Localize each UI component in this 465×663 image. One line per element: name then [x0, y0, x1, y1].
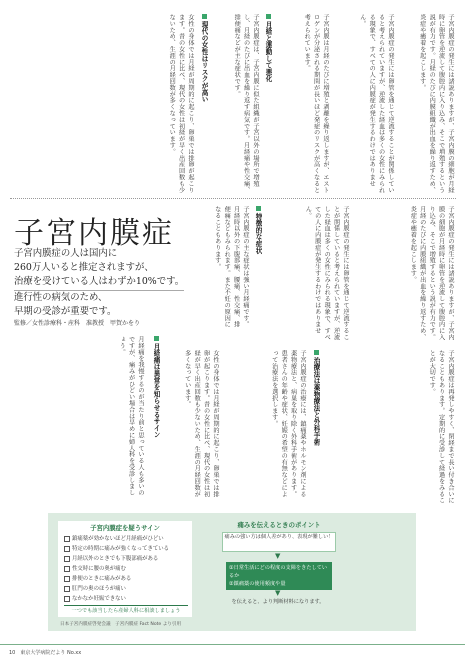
bullet-icon: [266, 14, 271, 19]
body-column-3: 子宮内膜は月経のたびに増殖と剥離を繰り返しますが、エストロゲンが分泌される期間が長いほど発症のリスクが高くなると考えられています。: [303, 14, 329, 194]
section-heading-worsen: 月経と運動して悪化: [262, 14, 272, 104]
body-column-2: 子宮内膜症の発生には卵管を通じて逆流することが関係していると考えられていますが、逆流した経血は多くの女性にみられる現象で、すべての人に内膜症が発生するわけではありません。: [358, 14, 394, 194]
body-column-12: 女性の身体では月経が周期的に起こり、卵巣では排卵が起こります。昔の女性に比べ、現代の女性は初経が早く出産回数も少ないため、生涯の月経回数が多くなっています。: [183, 350, 219, 498]
checklist-item: なかなか妊娠できない: [64, 594, 126, 602]
points-criteria: [226, 562, 332, 590]
arrow-down-icon: ▼: [275, 552, 281, 560]
checklist-item: 肛門の奥のほうが痛い: [64, 584, 126, 592]
section-heading-symptoms: 特徴的な症状: [252, 206, 262, 276]
body-column-4: 子宮内膜症は、子宮内膜に似た組織が子宮以外の場所で増殖し、月経のたびに出血を繰り返す病気です。月経痛や性交痛、排便痛などが主な症状です。: [233, 14, 259, 194]
body-column-11: 月経痛を我慢するのが当たり前と思っている人も多いのですが、痛みがひどい場合は早めに婦人科を受診しましょう。: [118, 336, 144, 496]
checkbox-icon: [64, 576, 70, 582]
checkbox-icon: [64, 586, 70, 592]
lead-line: 早期の受診が重要です。: [14, 305, 117, 317]
bullet-icon: [314, 350, 319, 355]
checklist-item: 月経以外のときでも下腹部痛がある: [64, 554, 158, 562]
section-heading-treatment: 治療法は薬物療法と外科手術: [310, 350, 320, 450]
body-column-9: 子宮内膜症の治療には、鎮痛薬やホルモン剤による薬物療法と、病巣を取り除く外科手術があります。患者さんの年齢や症状、妊娠の希望の有無などによって治療法を選択します。: [270, 350, 306, 498]
footer-rule: [0, 644, 465, 645]
body-column-7: 子宮内膜症の発生には卵管を通じて逆流することが関係していると考えられていますが、逆流した経血は多くの女性にみられる現象で、すべての人に内膜症が発生するわけではありません。: [304, 206, 349, 341]
checklist-source: 日本子宮内膜症啓発会議 子宮内膜症 Fact Note より引用: [60, 622, 182, 627]
section-heading-modern-risk: 現代の女性はリスクが高い: [198, 14, 208, 124]
checklist-footer: 一つでも該当したら産婦人科に相談しましょう: [64, 605, 188, 614]
bullet-icon: [202, 14, 207, 19]
checkbox-icon: [64, 546, 70, 552]
lead-line: 治療を受けている人はわずか10%です。: [14, 275, 184, 290]
checkbox-icon: [64, 596, 70, 602]
arrow-down-icon: ▼: [275, 589, 281, 597]
points-title: 痛みを伝えるときのポイント: [237, 521, 321, 529]
section-divider: [10, 198, 456, 199]
article-title: 子宮内膜症: [14, 216, 174, 251]
points-conclusion: を伝えると、より判断材料になります。: [231, 599, 325, 605]
bullet-icon: [154, 336, 159, 341]
section-heading-pain-sign: 月経痛は異常を知らせるサイン: [150, 336, 160, 456]
checkbox-icon: [64, 566, 70, 572]
points-note: 痛みの強い方は個人差があり、表現が難しい！: [222, 532, 336, 552]
body-column-1: 子宮内膜症の発生には諸説ありますが、子宮内膜の細胞が月経時に卵管を逆流して腹腔内に入り込み、そこで増殖するという説が有力です。月経のたびに内膜組織が出血を繰り返すため、炎症や癒着を起こします。: [418, 14, 454, 194]
checklist-item: 排便のときに痛みがある: [64, 574, 131, 582]
checkbox-icon: [64, 536, 70, 542]
points-item: ①日常生活にどの程度の支障をきたしているか: [229, 565, 328, 579]
points-item: ②鎮痛薬の使用頻度や量: [229, 581, 286, 587]
body-column-10: 子宮内膜症は再発しやすく、閉経まで長い付き合いになることもあります。定期的に受診して経過をみることが大切です。: [428, 350, 454, 504]
page-footer: 10 東京大学病院だより No.xx: [9, 650, 82, 656]
checklist-item: 鎮痛薬が効かないほど月経痛がひどい: [64, 534, 164, 542]
lead-line: 子宮内膜症の人は国内に: [14, 248, 118, 259]
body-column-6: 子宮内膜症の主な症状は強い月経痛です。月経時以外の下腹部痛、腰痛、性交痛、排便痛などもみられます。また不妊の原因になることもあります。: [213, 206, 249, 328]
body-column-5: 女性の身体では月経が周期的に起こり、卵巣では排卵が起こります。昔の女性に比べ、現代の女性は初経が早く出産回数も少ないため、生涯の月経回数が多くなっています。: [168, 14, 194, 194]
bullet-icon: [256, 206, 261, 211]
article-credit: 監修／女性診療科・産科 准教授 甲賀かをり: [14, 320, 141, 327]
lead-line: 進行性の病気のため、: [14, 291, 108, 303]
lead-line: 260万人いると推定されますが、: [14, 262, 154, 274]
checkbox-icon: [64, 556, 70, 562]
checklist-title: 子宮内膜症を疑うサイン: [90, 524, 160, 532]
checklist-item: 性交時に腰の奥が痛む: [64, 564, 126, 572]
checklist-item: 特定の時期に痛みが強くなってきている: [64, 544, 169, 552]
body-column-8: 子宮内膜症の発生には諸説ありますが、子宮内膜の細胞が月経時に卵管を逆流して腹腔内に入り込み、そこで増殖するという説が有力です。月経のたびに内膜組織が出血を繰り返すため、炎症や癒着を起こします。: [409, 206, 454, 341]
